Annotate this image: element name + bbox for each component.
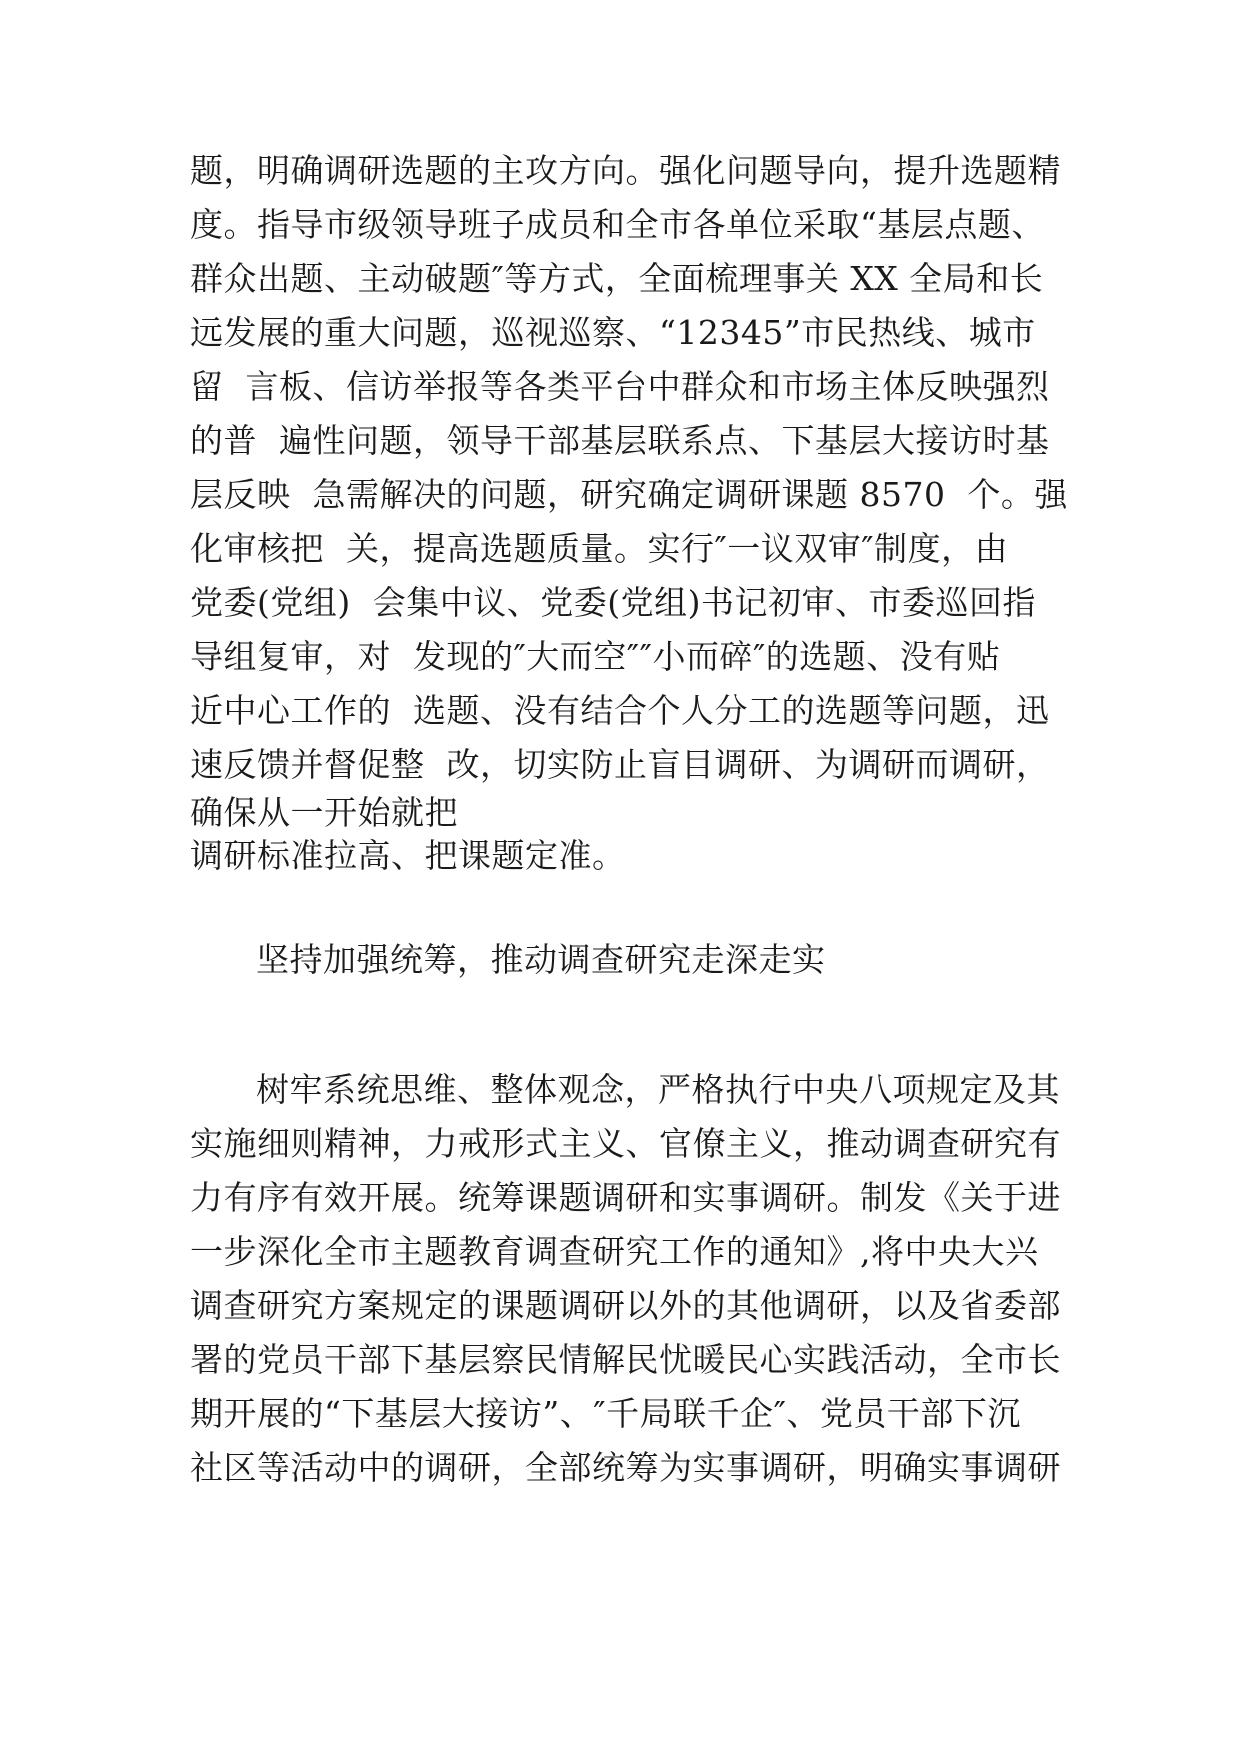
text-line: 度。指导市级领导班子成员和全市各单位采取“基层点题、 [190,205,1045,244]
text-line: 确保从一开始就把 [190,793,458,832]
text-line: 近中心工作的 选题、没有结合个人分工的选题等问题，迅 [190,691,1050,730]
text-line: 层反映 急需解决的问题，研究确定调研课题 8570 个。强 [190,475,1068,514]
text-line: 速反馈并督促整 改，切实防止盲目调研、为调研而调研， [190,745,1050,784]
text-line: 树牢系统思维、整体观念，严格执行中央八项规定及其 [256,1070,1060,1109]
text-line: 化审核把 关，提高选题质量。实行″一议双审″制度，由 [190,529,1009,568]
text-line: 调查研究方案规定的课题调研以外的其他调研，以及省委部 [190,1286,1061,1325]
text-line: 留 言板、信访举报等各类平台中群众和市场主体反映强烈 [190,367,1050,406]
text-line: 期开展的“下基层大接访”、″千局联千企″、党员干部下沉 [190,1394,1021,1433]
text-line: 调研标准拉高、把课题定准。 [190,836,626,875]
text-line: 远发展的重大问题，巡视巡察、“12345”市民热线、城市 [190,313,1036,352]
text-line: 题，明确调研选题的主攻方向。强化问题导向，提升选题精 [190,151,1061,190]
text-line: 党委(党组) 会集中议、党委(党组)书记初审、市委巡回指 [190,583,1036,622]
text-line: 力有序有效开展。统筹课题调研和实事调研。制发《关于进 [190,1178,1061,1217]
text-line: 的普 遍性问题，领导干部基层联系点、下基层大接访时基 [190,421,1050,460]
section-heading: 坚持加强统筹，推动调查研究走深走实 [256,940,826,979]
text-line: 一步深化全市主题教育调查研究工作的通知》,将中央大兴 [190,1232,1039,1271]
text-line: 社区等活动中的调研，全部统筹为实事调研，明确实事调研 [190,1448,1061,1487]
text-line: 实施细则精神，力戒形式主义、官僚主义，推动调查研究有 [190,1124,1061,1163]
text-line: 署的党员干部下基层察民情解民忧暖民心实践活动，全市长 [190,1340,1061,1379]
text-line: 导组复审，对 发现的″大而空″″小而碎″的选题、没有贴 [190,637,1001,676]
text-line: 群众出题、主动破题″等方式，全面梳理事关 XX 全局和长 [190,259,1044,298]
